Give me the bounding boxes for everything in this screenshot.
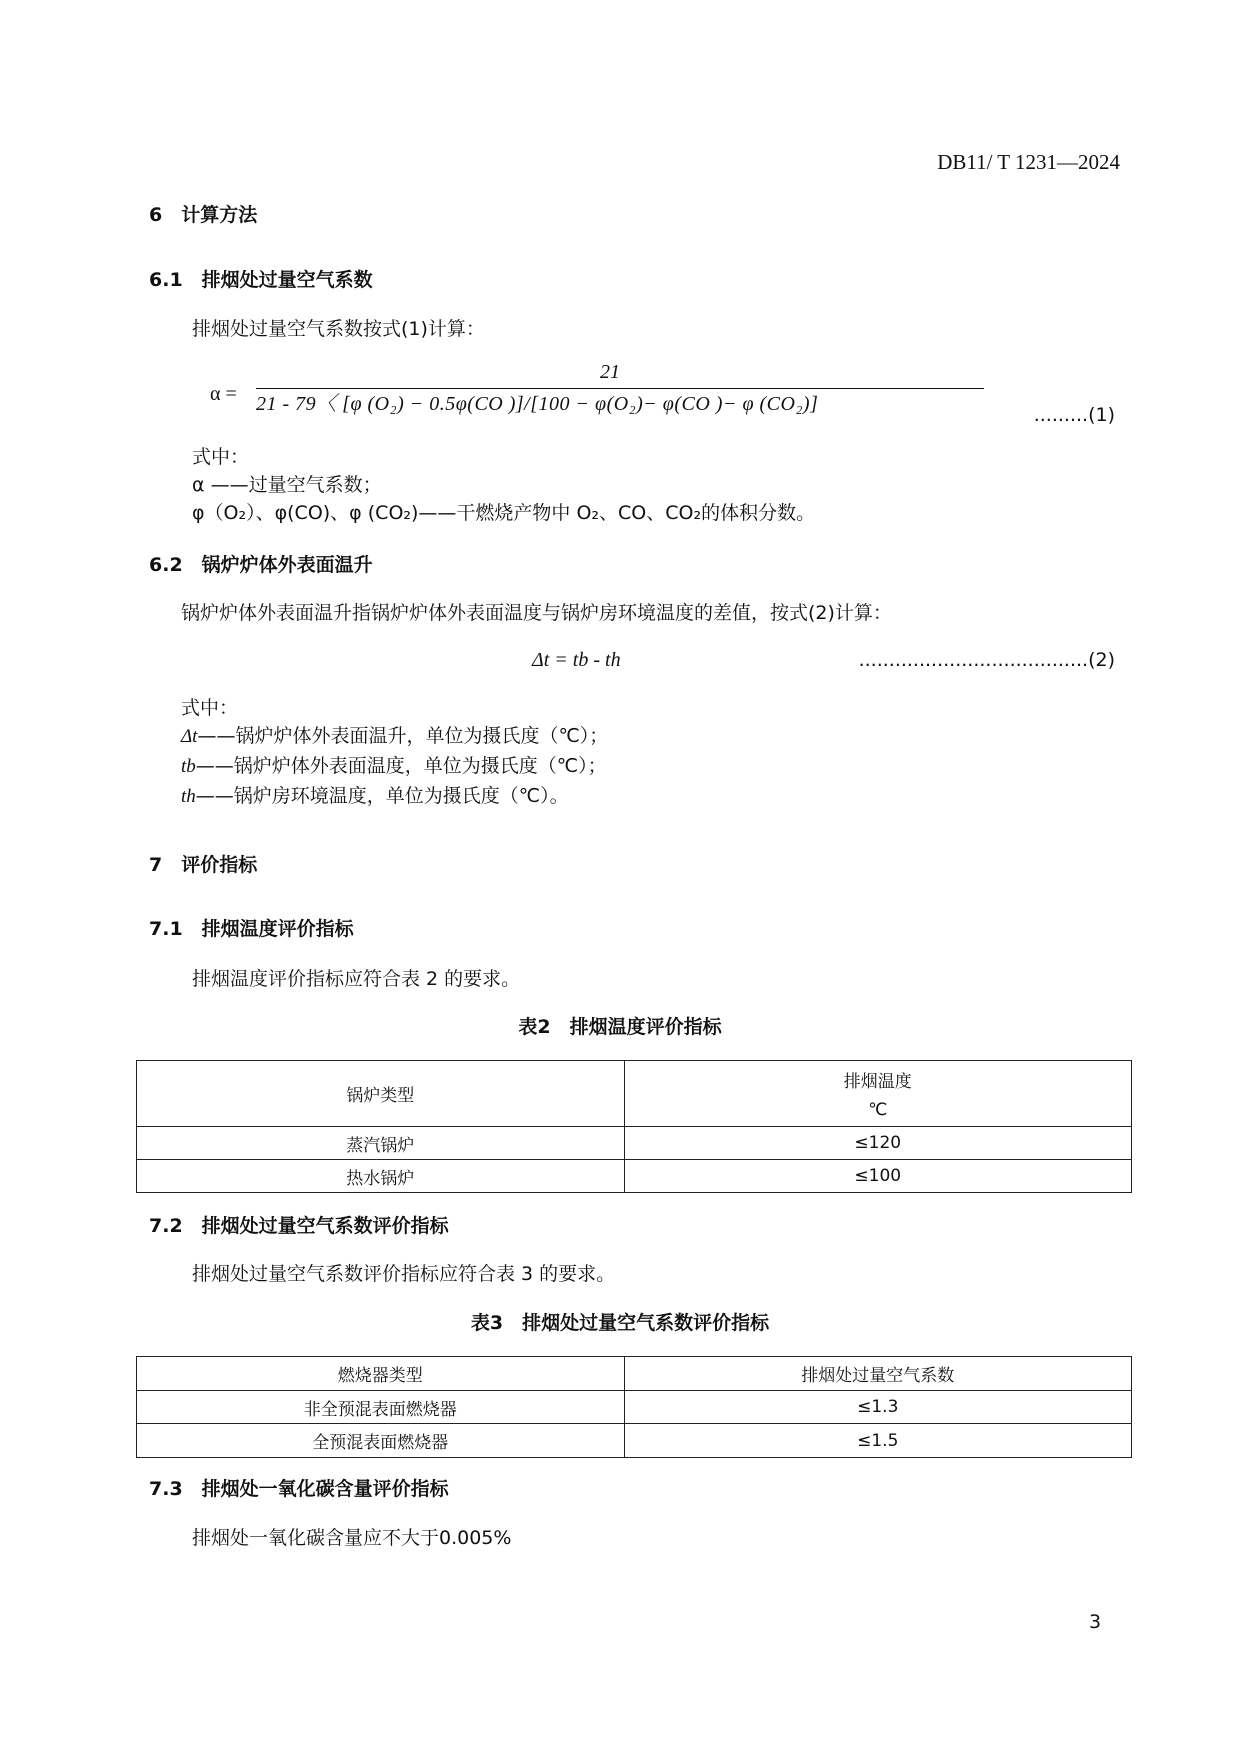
symbol: Δt <box>181 726 198 747</box>
formula-2-number: ......................................(2) <box>858 649 1115 671</box>
formula-1-numerator: 21 <box>600 361 620 383</box>
table-row: 热水锅炉 ≤100 <box>137 1160 1132 1193</box>
table-3-caption: 表3 排烟处过量空气系数评价指标 <box>470 1312 770 1334</box>
section-7-heading: 7 评价指标 <box>149 854 258 876</box>
formula-2: Δt = tb - th <box>532 649 621 671</box>
section-6-2-intro: 锅炉炉体外表面温升指锅炉炉体外表面温度与锅炉房环境温度的差值，按式(2)计算： <box>181 602 892 624</box>
table-2 <box>136 1060 1132 1193</box>
page-number: 3 <box>1089 1611 1102 1633</box>
definition: ——锅炉炉体外表面温升，单位为摄氏度（℃）； <box>197 725 609 747</box>
table-row: 蒸汽锅炉 ≤120 <box>137 1127 1132 1160</box>
symbol: tb <box>181 756 196 777</box>
section-6-1-intro: 排烟处过量空气系数按式(1)计算： <box>192 318 485 340</box>
formula-1-denominator: 21 - 79〈 [φ (O₂) − 0.5φ(CO )]/[100 − φ(O₂)− φ(CO )− φ (CO₂)] <box>256 393 819 415</box>
doc-code: DB11/ T 1231—2024 <box>937 150 1120 174</box>
section-7-2-intro: 排烟处过量空气系数评价指标应符合表 3 的要求。 <box>192 1263 616 1285</box>
table-row: 非全预混表面燃烧器 ≤1.3 <box>137 1391 1132 1424</box>
section-7-3-heading: 7.3 排烟处一氧化碳含量评价指标 <box>149 1478 449 1500</box>
definition: ——锅炉房环境温度，单位为摄氏度（℃）。 <box>195 785 569 807</box>
section-7-2-heading: 7.2 排烟处过量空气系数评价指标 <box>149 1215 449 1237</box>
section-6-1-heading: 6.1 排烟处过量空气系数 <box>149 269 373 291</box>
where-label: 式中： <box>181 697 239 719</box>
header-cell: 排烟处过量空气系数 <box>624 1357 1131 1391</box>
definition: φ（O₂）、φ(CO)、φ (CO₂)——干燃烧产物中 O₂、CO、CO₂的体积分数。 <box>192 502 816 524</box>
formula-1-number: .........(1) <box>1033 404 1115 426</box>
definition: ——锅炉炉体外表面温度，单位为摄氏度（℃）； <box>195 755 607 777</box>
section-7-3-text: 排烟处一氧化碳含量应不大于0.005% <box>192 1527 512 1549</box>
formula-1-lhs: α = <box>210 383 237 405</box>
table-2-caption: 表2 排烟温度评价指标 <box>518 1016 722 1038</box>
header-cell: 排烟温度 ℃ <box>624 1061 1131 1127</box>
header-cell: 燃烧器类型 <box>137 1357 625 1391</box>
header-cell: 锅炉类型 <box>137 1061 625 1127</box>
section-6-heading: 6 计算方法 <box>149 204 258 226</box>
symbol: th <box>181 786 196 807</box>
table-3 <box>136 1356 1132 1458</box>
fraction-bar <box>256 388 984 389</box>
section-6-2-heading: 6.2 锅炉炉体外表面温升 <box>149 554 373 576</box>
table-row: 全预混表面燃烧器 ≤1.5 <box>137 1424 1132 1458</box>
section-7-1-heading: 7.1 排烟温度评价指标 <box>149 918 354 940</box>
definition: α ——过量空气系数； <box>192 474 382 496</box>
section-7-1-intro: 排烟温度评价指标应符合表 2 的要求。 <box>192 968 521 990</box>
where-label: 式中： <box>192 446 250 468</box>
